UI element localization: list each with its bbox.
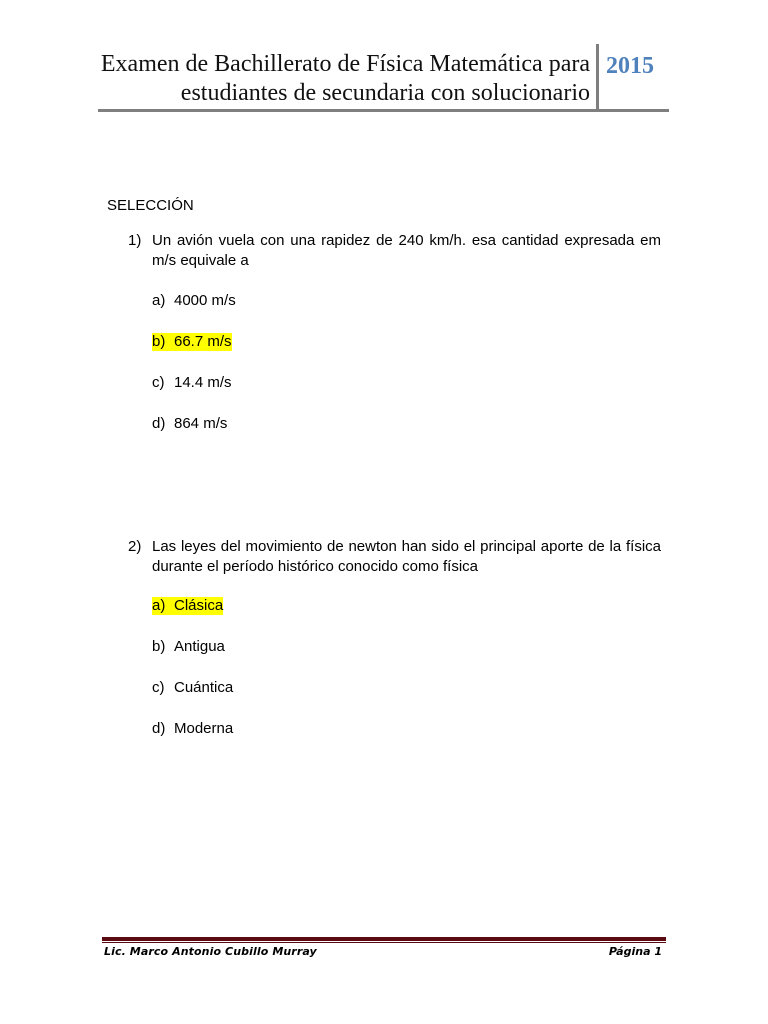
answer-option-content xyxy=(152,597,223,615)
answer-option xyxy=(152,292,236,310)
option-letter: a) xyxy=(152,292,166,309)
question-text: Las leyes del movimiento de newton han sido el principal aporte de la física durante el período histórico conocido como física xyxy=(152,538,661,575)
option-text: Cuántica xyxy=(174,679,234,696)
option-text: 14.4 m/s xyxy=(174,374,232,391)
answer-option-content xyxy=(152,333,232,351)
header-divider xyxy=(596,44,599,110)
option-letter: b) xyxy=(152,638,166,655)
document-title xyxy=(98,50,590,108)
document-year: 2015 xyxy=(606,53,654,79)
option-letter: c) xyxy=(152,374,165,391)
answer-option-content xyxy=(152,638,225,656)
question-number: 1) xyxy=(128,232,142,249)
answer-option-content xyxy=(152,374,232,392)
answer-option-content xyxy=(152,415,227,433)
option-text: 66.7 m/s xyxy=(174,333,232,350)
answer-option-content xyxy=(152,720,233,738)
option-text: 864 m/s xyxy=(174,415,228,432)
option-letter: d) xyxy=(152,415,166,432)
option-letter: a) xyxy=(152,597,166,614)
question-number: 2) xyxy=(128,538,142,555)
footer-author: Lic. Marco Antonio Cubillo Murray xyxy=(104,945,317,958)
answer-option xyxy=(152,679,233,697)
page-number: Página 1 xyxy=(608,945,662,958)
option-letter: b) xyxy=(152,333,166,350)
document-title-line-1: Examen de Bachillerato de Física Matemática para xyxy=(100,51,590,77)
answer-option-content xyxy=(152,679,233,697)
option-text: Clásica xyxy=(174,597,224,614)
option-text: Antigua xyxy=(174,638,225,655)
answer-option-correct xyxy=(152,597,223,615)
question-1 xyxy=(128,231,661,271)
footer-rule xyxy=(102,937,666,941)
answer-option xyxy=(152,415,227,433)
option-text: Moderna xyxy=(174,720,234,737)
answer-option xyxy=(152,638,225,656)
answer-option xyxy=(152,374,232,392)
question-text: Un avión vuela con una rapidez de 240 km/h. esa cantidad expresada em m/s equivale a xyxy=(152,232,661,269)
document-title-line-2: estudiantes de secundaria con solucionario xyxy=(180,80,590,106)
option-letter: d) xyxy=(152,720,166,737)
header-rule xyxy=(98,109,669,112)
page-header xyxy=(98,44,669,112)
footer-rule-thin xyxy=(102,942,666,943)
option-letter: c) xyxy=(152,679,165,696)
answer-option xyxy=(152,720,233,738)
answer-option-content xyxy=(152,292,236,310)
question-2 xyxy=(128,537,661,577)
option-text: 4000 m/s xyxy=(174,292,236,309)
answer-option-correct xyxy=(152,333,232,351)
section-title: SELECCIÓN xyxy=(107,197,194,214)
